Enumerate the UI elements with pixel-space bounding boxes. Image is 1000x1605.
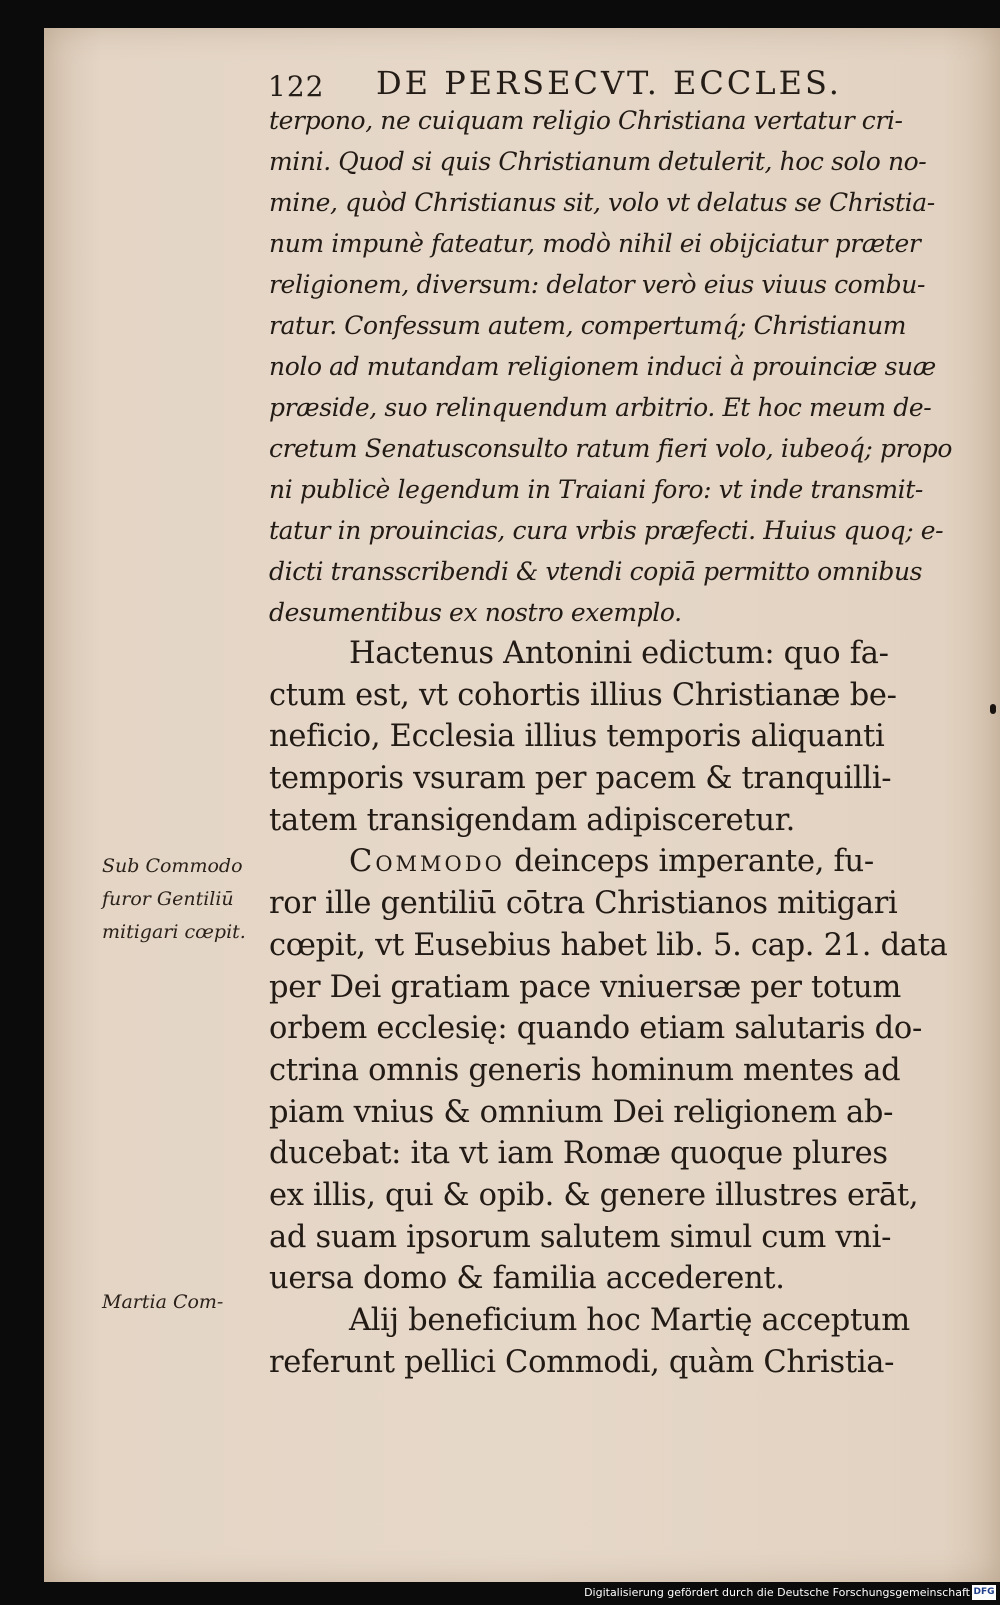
edict-line: mini. Quod si quis Christianum detulerit, hoc solo no- (269, 147, 927, 176)
edict-line: desumentibus ex nostro exemplo. (269, 598, 682, 627)
margin-note-martia: Martia Com- (102, 1291, 224, 1313)
paragraph-line: tatem transigendam adipisceretur. (269, 802, 796, 838)
small-caps-name: Commodo (349, 844, 505, 880)
footer-bar (0, 1582, 1000, 1605)
edict-line: tatur in prouincias, cura vrbis præfecti. Huius quoq; e- (269, 516, 944, 545)
paragraph-line: ducebat: ita vt iam Romæ quoque plures (269, 1136, 888, 1172)
edict-line: nolo ad mutandam religionem induci à prouinciæ suæ (269, 352, 936, 381)
paragraph-line: per Dei gratiam pace vniuersæ per totum (269, 969, 901, 1005)
funding-credit: Digitalisierung gefördert durch die Deutsche Forschungsgemeinschaft (584, 1586, 970, 1599)
paragraph-line-rest: deinceps imperante, fu- (504, 844, 874, 880)
paragraph-line: uersa domo & familia accederent. (269, 1261, 785, 1297)
edict-line: cretum Senatusconsulto ratum fieri volo, iubeoq́; propo (269, 434, 953, 463)
edict-line: num impunè fateatur, modò nihil ei obijciatur præter (269, 229, 921, 258)
running-head: DE PERSECVT. ECCLES. (376, 64, 842, 102)
paragraph-line: ex illis, qui & opib. & genere illustres erāt, (269, 1177, 919, 1213)
page-edge-mark (990, 704, 996, 714)
edict-line: ratur. Confessum autem, compertumq́; Christianum (269, 311, 907, 340)
margin-note-line: Sub Commodo (102, 855, 243, 877)
paragraph-line: cœpit, vt Eusebius habet lib. 5. cap. 21. data (269, 927, 948, 963)
paragraph-line: neficio, Ecclesia illius temporis aliquanti (269, 719, 885, 755)
edict-line: religionem, diversum: delator verò eius viuus combu- (269, 270, 925, 299)
paragraph-line: Hactenus Antonini edictum: quo fa- (349, 636, 889, 671)
paragraph-line: ctrina omnis generis hominum mentes ad (269, 1052, 901, 1088)
margin-note-line: furor Gentiliū (102, 888, 234, 910)
main-text (269, 100, 959, 1383)
edict-line: præside, suo relinquendum arbitrio. Et hoc meum de- (269, 393, 932, 422)
paragraph-line: orbem ecclesię: quando etiam salutaris do- (269, 1011, 922, 1047)
paragraph-line (269, 841, 959, 883)
edict-line: mine, quòd Christianus sit, volo vt delatus se Christia- (269, 188, 935, 217)
paragraph-line: ror ille gentiliū cōtra Christianos mitigari (269, 886, 898, 922)
edict-line: terpono, ne cuiquam religio Christiana vertatur cri- (269, 106, 903, 135)
paragraph-line: piam vnius & omnium Dei religionem ab- (269, 1094, 894, 1130)
edict-line: ni publicè legendum in Traiani foro: vt inde transmit- (269, 475, 923, 504)
paragraph-line: Alij beneficium hoc Martię acceptum (349, 1303, 910, 1338)
paragraph-line: ctum est, vt cohortis illius Christianæ be- (269, 677, 897, 713)
paragraph-line: referunt pellici Commodi, quàm Christia- (269, 1344, 895, 1380)
margin-note-line: mitigari cœpit. (102, 921, 246, 943)
page-header (44, 52, 1000, 102)
margin-note-commodus (102, 850, 246, 949)
book-page (44, 28, 1000, 1582)
paragraph-line: temporis vsuram per pacem & tranquilli- (269, 761, 892, 797)
page-number: 122 (268, 70, 325, 103)
edict-line: dicti transscribendi & vtendi copiā permitto omnibus (269, 557, 923, 586)
paragraph-line: ad suam ipsorum salutem simul cum vni- (269, 1219, 892, 1255)
dfg-logo-icon: DFG (972, 1585, 996, 1600)
